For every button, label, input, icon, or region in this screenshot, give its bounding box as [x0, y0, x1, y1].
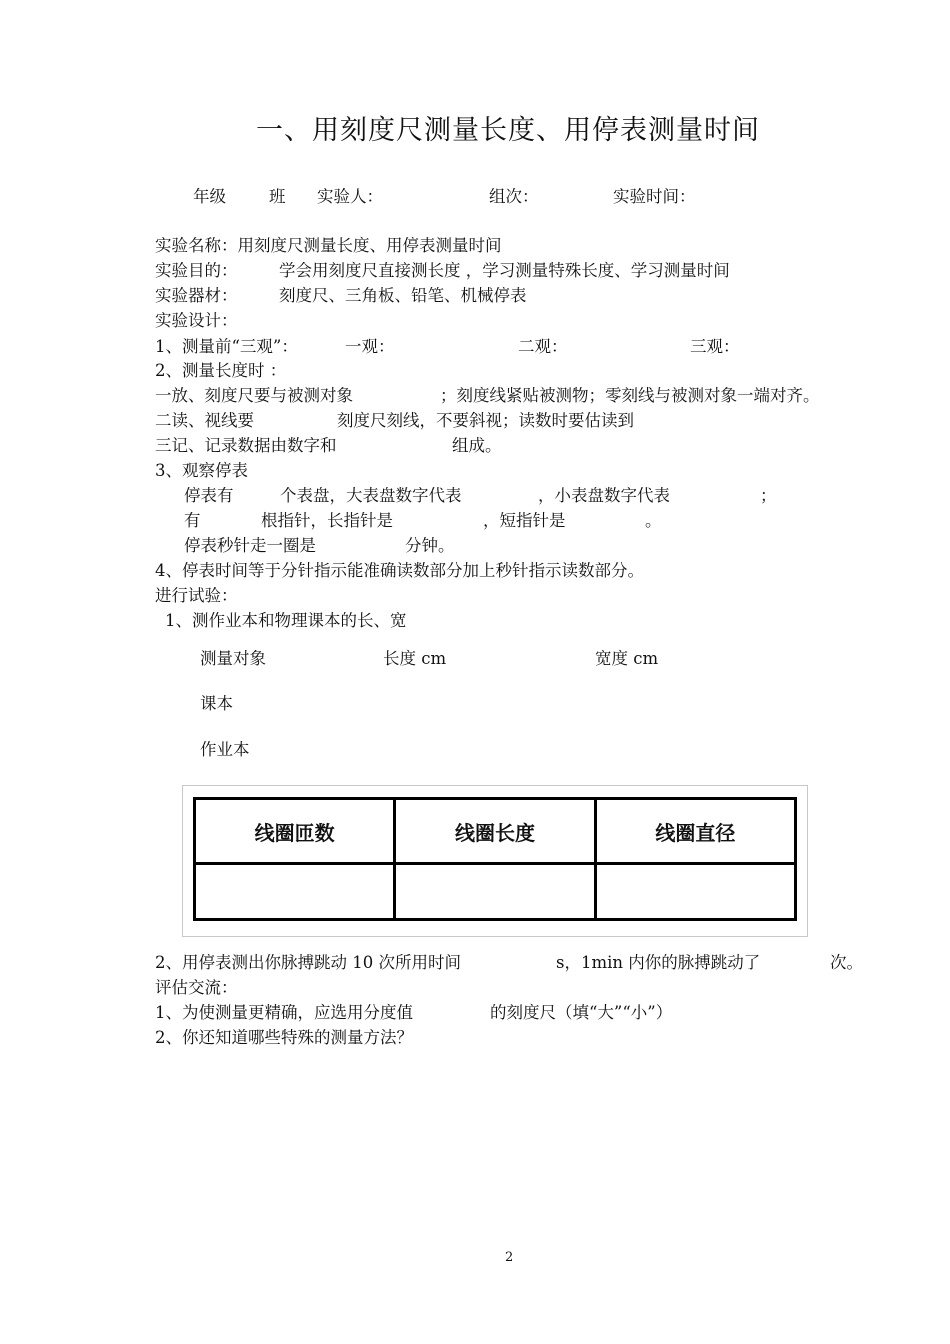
grade-label: 年级 [193, 187, 226, 206]
pulse-question-c: 次。 [830, 953, 863, 972]
evaluation-label: 评估交流： [155, 978, 238, 997]
coil-table [193, 797, 797, 921]
measure-col-length: 长度 cm [383, 649, 447, 668]
eval-question-1a: 1、为使测量更精确，应选用分度值 [155, 1003, 413, 1022]
proceed-label: 进行试验： [155, 586, 238, 605]
stopwatch-line-2a: 有 [184, 511, 201, 530]
pulse-question-a: 2、用停表测出你脉搏跳动 10 次所用时间 [155, 953, 461, 972]
stopwatch-line-1b: 个表盘，大表盘数字代表 [280, 486, 462, 505]
stopwatch-line-3b: 分钟。 [405, 536, 455, 555]
eval-question-2: 2、你还知道哪些特殊的测量方法？ [155, 1028, 413, 1047]
equipment-text: 刻度尺、三角板、铅笔、机械停表 [279, 286, 527, 305]
stopwatch-line-3a: 停表秒针走一圈是 [184, 536, 316, 555]
pulse-question-b: s，1min 内你的脉搏跳动了 [556, 953, 761, 972]
read-step-a: 二读、视线要 [155, 411, 254, 430]
measure-row-textbook: 课本 [200, 694, 233, 713]
stopwatch-line-1a: 停表有 [184, 486, 234, 505]
measure-col-object: 测量对象 [200, 649, 266, 668]
measure-col-width: 宽度 cm [595, 649, 659, 668]
stopwatch-line-2b: 根指针，长指针是 [261, 511, 393, 530]
read-step-b: 刻度尺刻线，不要斜视；读数时要估读到 [337, 411, 634, 430]
stopwatch-reading-rule: 4、停表时间等于分针指示能准确读数部分加上秒针指示读数部分。 [155, 561, 644, 580]
equipment-label: 实验器材： [155, 286, 238, 305]
coil-header-diameter: 线圈直径 [595, 799, 795, 864]
coil-cell-turns [195, 864, 395, 920]
place-step-b: ；刻度线紧贴被测物；零刻线与被测对象一端对齐。 [440, 386, 820, 405]
experiment-name: 实验名称：用刻度尺测量长度、用停表测量时间 [155, 236, 502, 255]
stopwatch-line-1d: ； [760, 486, 777, 505]
observation-3: 三观： [690, 337, 740, 356]
stopwatch-line-1c: ，小表盘数字代表 [538, 486, 670, 505]
group-label: 组次： [489, 187, 539, 206]
experiment-1-heading: 1、测作业本和物理课本的长、宽 [165, 611, 407, 630]
stopwatch-line-2d: 。 [645, 511, 662, 530]
page-number: 2 [505, 1250, 514, 1265]
observe-stopwatch: 3、观察停表 [155, 461, 248, 480]
record-step-a: 三记、记录数据由数字和 [155, 436, 337, 455]
experimenter-label: 实验人： [317, 187, 383, 206]
coil-header-length: 线圈长度 [395, 799, 595, 864]
place-step-a: 一放、刻度尺要与被测对象 [155, 386, 353, 405]
page-title: 一、用刻度尺测量长度、用停表测量时间 [256, 115, 760, 146]
experiment-time-label: 实验时间： [613, 187, 696, 206]
design-label: 实验设计： [155, 311, 238, 330]
observation-1: 一观： [345, 337, 395, 356]
eval-question-1b: 的刻度尺（填“大”“小”） [490, 1003, 673, 1022]
three-observations: 1、测量前“三观”： [155, 337, 298, 356]
coil-cell-diameter [595, 864, 795, 920]
record-step-b: 组成。 [452, 436, 502, 455]
coil-header-turns: 线圈匝数 [195, 799, 395, 864]
stopwatch-line-2c: ，短指针是 [483, 511, 566, 530]
coil-cell-length [395, 864, 595, 920]
class-label: 班 [269, 187, 286, 206]
coil-table-frame [182, 785, 808, 937]
purpose-label: 实验目的： [155, 261, 238, 280]
observation-2: 二观： [518, 337, 568, 356]
purpose-text: 学会用刻度尺直接测长度 ，学习测量特殊长度、学习测量时间 [279, 261, 730, 280]
measure-length-heading: 2、测量长度时 ： [155, 361, 287, 380]
measure-row-homework: 作业本 [200, 740, 250, 759]
